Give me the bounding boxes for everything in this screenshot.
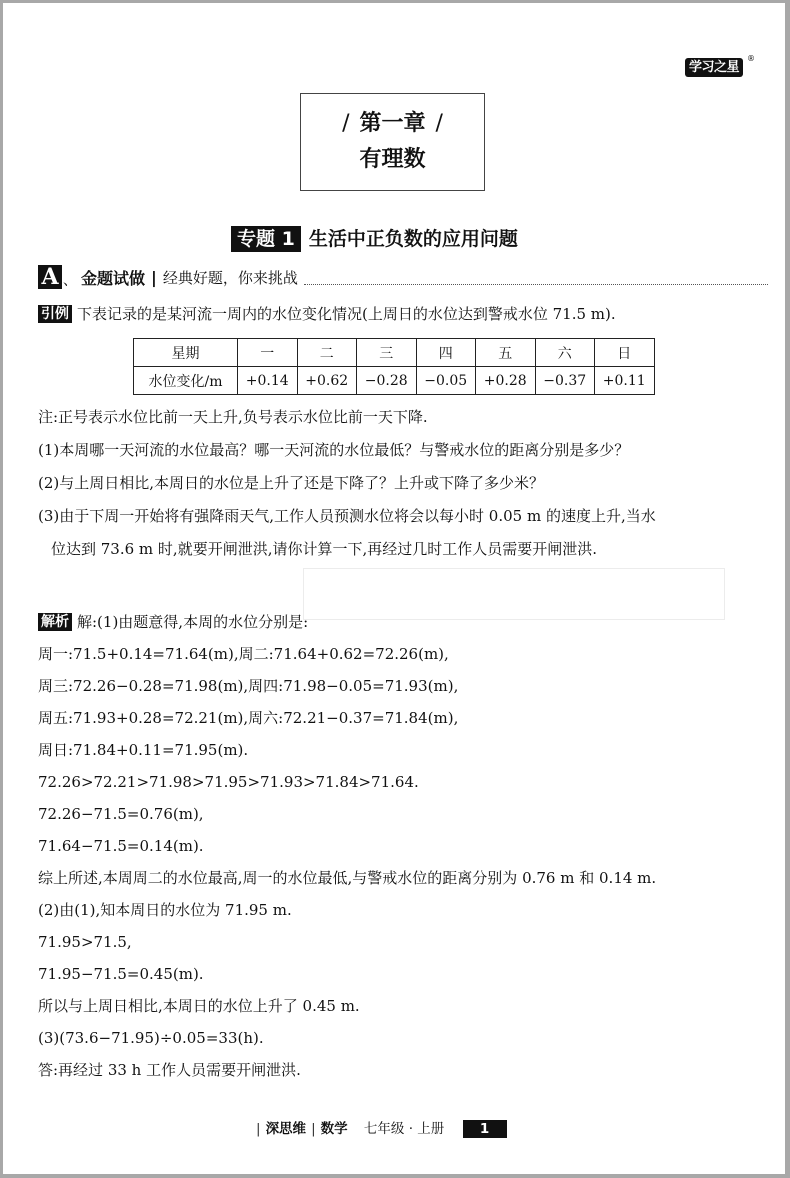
table-value: +0.62 — [297, 367, 357, 395]
solution-answer: 答:再经过 33 h 工作人员需要开闸泄洪. — [38, 1061, 301, 1079]
topic-heading — [231, 226, 518, 252]
solution-line: 周五:71.93+0.28=72.21(m),周六:72.21−0.37=71.84(m), — [38, 709, 459, 727]
example-intro — [38, 303, 616, 325]
solution-line: 周三:72.26−0.28=71.98(m),周四:71.98−0.05=71.93(m), — [38, 677, 459, 695]
table-value: +0.28 — [476, 367, 536, 395]
solution-line: 71.95−71.5=0.45(m). — [38, 965, 204, 983]
section-a-dot: 、 — [63, 273, 77, 289]
section-a-subtitle: 经典好题，你来挑战 — [162, 268, 298, 287]
table-day: 六 — [535, 339, 595, 367]
section-a-title: 金题试做 — [81, 268, 146, 288]
footer-separator: | — [256, 1121, 261, 1137]
question-3-line-1: (3)由于下周一开始将有强降雨天气,工作人员预测水位将会以每小时 0.05 m 的速度上升,当水 — [38, 507, 656, 525]
table-value: +0.11 — [595, 367, 655, 395]
solution-line — [38, 611, 308, 633]
table-value: −0.28 — [357, 367, 417, 395]
page-number: 1 — [463, 1120, 507, 1138]
textbook-page — [3, 3, 785, 1174]
solution-line: 周日:71.84+0.11=71.95(m). — [38, 741, 249, 759]
table-day: 三 — [357, 339, 417, 367]
chapter-title: 有理数 — [359, 147, 426, 172]
footer-grade: 七年级 · 上册 — [363, 1121, 445, 1137]
table-day: 四 — [416, 339, 476, 367]
solution-line: 71.95>71.5, — [38, 933, 132, 951]
solution-line: 周一:71.5+0.14=71.64(m),周二:71.64+0.62=72.26(m), — [38, 645, 449, 663]
section-a-icon: A — [38, 265, 62, 289]
table-day: 二 — [297, 339, 357, 367]
table-value-row — [134, 367, 655, 395]
chapter-number: 第一章 — [359, 111, 426, 136]
bleed-through-shadow — [303, 568, 725, 620]
example-text: 下表记录的是某河流一周内的水位变化情况(上周日的水位达到警戒水位 71.5 m). — [77, 305, 616, 323]
solution-line: (3)(73.6−71.95)÷0.05=33(h). — [38, 1029, 264, 1047]
footer-subject: 数学 — [320, 1121, 348, 1137]
footer-series: 深思维 — [265, 1121, 307, 1137]
dotted-leader — [304, 270, 768, 285]
slash-right: / — [435, 111, 443, 136]
slash-left: / — [342, 111, 350, 136]
table-value: −0.05 — [416, 367, 476, 395]
question-1: (1)本周哪一天河流的水位最高？哪一天河流的水位最低？与警戒水位的距离分别是多少？ — [38, 441, 630, 459]
table-row-label: 水位变化/m — [134, 367, 238, 395]
note-text: 注:正号表示水位比前一天上升,负号表示水位比前一天下降. — [38, 408, 428, 426]
topic-title: 生活中正负数的应用问题 — [308, 228, 518, 250]
table-header-label: 星期 — [134, 339, 238, 367]
topic-badge: 专题 1 — [231, 226, 301, 252]
table-header-row — [134, 339, 655, 367]
publisher-logo: 学习之星 — [685, 58, 743, 77]
registered-mark: ® — [747, 54, 755, 63]
solution-line: 综上所述,本周周二的水位最高,周一的水位最低,与警戒水位的距离分别为 0.76 m 和 0.14 m. — [38, 869, 657, 887]
water-level-table — [133, 338, 655, 395]
solution-line: (2)由(1),知本周日的水位为 71.95 m. — [38, 901, 292, 919]
footer-separator: | — [311, 1121, 316, 1137]
chapter-heading-box — [300, 93, 485, 191]
solution-line: 所以与上周日相比,本周日的水位上升了 0.45 m. — [38, 997, 360, 1015]
table-day: 日 — [595, 339, 655, 367]
section-a-separator: | — [151, 267, 157, 287]
section-a-heading — [38, 264, 778, 290]
solution-text: 解:(1)由题意得,本周的水位分别是: — [77, 613, 309, 631]
table-day: 一 — [238, 339, 298, 367]
page-footer — [251, 1120, 507, 1138]
solution-tag: 解析 — [38, 613, 72, 631]
question-2: (2)与上周日相比,本周日的水位是上升了还是下降了？上升或下降了多少米？ — [38, 474, 545, 492]
question-3-line-2: 位达到 73.6 m 时,就要开闸泄洪,请你计算一下,再经过几时工作人员需要开闸泄洪. — [51, 540, 598, 558]
table-day: 五 — [476, 339, 536, 367]
solution-line: 72.26>72.21>71.98>71.95>71.93>71.84>71.64. — [38, 773, 419, 791]
table-value: +0.14 — [238, 367, 298, 395]
chapter-number-line — [301, 110, 484, 138]
solution-line: 71.64−71.5=0.14(m). — [38, 837, 204, 855]
table-value: −0.37 — [535, 367, 595, 395]
example-tag: 引例 — [38, 305, 72, 323]
solution-line: 72.26−71.5=0.76(m), — [38, 805, 204, 823]
